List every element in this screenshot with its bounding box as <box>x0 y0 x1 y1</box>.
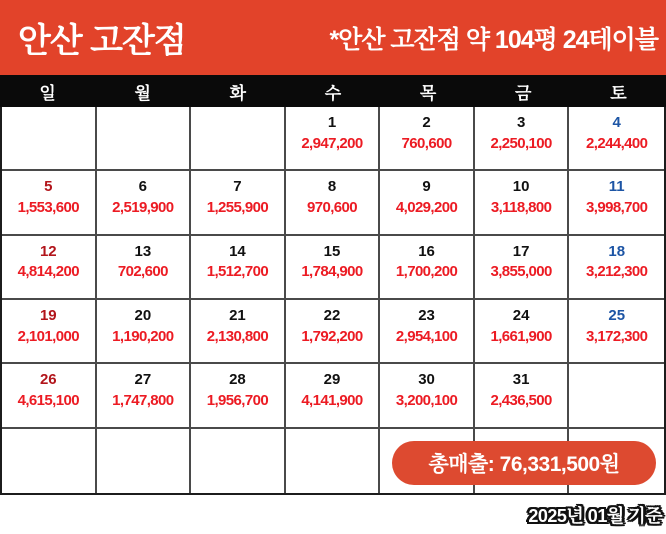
calendar-cell <box>191 171 286 235</box>
weekday-label: 토 <box>610 83 627 103</box>
calendar-cell <box>380 300 475 364</box>
daily-sales-amount: 1,956,700 <box>206 391 269 409</box>
weekday-header-row <box>0 75 666 107</box>
calendar-cell <box>569 364 664 428</box>
calendar-cell <box>475 364 570 428</box>
calendar-cell <box>569 171 664 235</box>
day-number: 30 <box>418 371 435 389</box>
calendar-cell <box>97 107 192 171</box>
day-number: 17 <box>512 242 530 260</box>
day-number: 28 <box>229 371 246 389</box>
calendar-cell <box>475 171 570 235</box>
daily-sales-amount: 3,118,800 <box>490 198 552 216</box>
calendar-cell <box>380 236 475 300</box>
day-number: 4 <box>612 114 621 131</box>
calendar-cell <box>2 364 97 428</box>
day-number: 12 <box>39 242 57 260</box>
daily-sales-amount: 3,212,300 <box>586 263 648 281</box>
calendar-cell <box>191 364 286 428</box>
day-number: 16 <box>418 242 435 260</box>
calendar-cell <box>286 171 381 235</box>
calendar-cell <box>2 171 97 235</box>
daily-sales-amount: 2,519,900 <box>112 198 174 216</box>
daily-sales-amount: 1,553,600 <box>17 198 79 216</box>
calendar-cell <box>286 300 381 364</box>
day-number: 6 <box>138 178 148 196</box>
calendar-cell <box>569 236 664 300</box>
footnote-date-basis: 2025년 01월 기준 <box>528 505 662 526</box>
daily-sales-amount: 1,747,800 <box>112 391 174 409</box>
daily-sales-amount: 2,244,400 <box>586 134 648 152</box>
daily-sales-amount: 1,784,900 <box>301 263 363 281</box>
daily-sales-amount: 1,190,200 <box>112 327 174 345</box>
day-number: 31 <box>512 371 530 389</box>
daily-sales-amount: 4,615,100 <box>17 391 79 409</box>
day-number: 29 <box>323 371 341 389</box>
daily-sales-amount: 2,130,800 <box>206 327 269 345</box>
calendar-cell <box>97 300 192 364</box>
day-number: 21 <box>229 307 246 324</box>
calendar-cell <box>191 300 286 364</box>
calendar-cell <box>380 107 475 171</box>
daily-sales-amount: 4,029,200 <box>395 198 458 216</box>
day-number: 25 <box>608 307 626 324</box>
weekday-label: 수 <box>324 83 342 103</box>
day-number: 23 <box>418 307 435 324</box>
calendar-cell <box>2 107 97 171</box>
daily-sales-amount: 2,947,200 <box>301 134 363 152</box>
calendar-grid <box>0 107 666 495</box>
calendar-cell <box>286 364 381 428</box>
calendar-cell <box>191 107 286 171</box>
daily-sales-amount: 970,600 <box>306 198 357 216</box>
daily-sales-amount: 760,600 <box>401 134 452 152</box>
calendar-cell <box>97 236 192 300</box>
day-number: 1 <box>327 114 337 131</box>
day-number: 5 <box>44 178 53 196</box>
store-title: 안산 고잔점 <box>18 22 186 60</box>
daily-sales-amount: 3,998,700 <box>586 198 648 216</box>
day-number: 26 <box>39 371 57 389</box>
header-banner <box>0 0 666 75</box>
daily-sales-amount: 2,101,000 <box>17 327 79 345</box>
day-number: 13 <box>134 242 152 260</box>
daily-sales-amount: 1,255,900 <box>206 198 269 216</box>
daily-sales-amount: 1,661,900 <box>490 327 552 345</box>
day-number: 9 <box>422 178 431 196</box>
day-number: 20 <box>134 307 152 324</box>
calendar-cell <box>97 364 192 428</box>
weekday-label: 화 <box>229 83 247 103</box>
calendar-cell <box>286 236 381 300</box>
daily-sales-amount: 3,855,000 <box>490 263 552 281</box>
day-number: 10 <box>512 178 530 196</box>
calendar-cell <box>286 107 381 171</box>
day-number: 27 <box>134 371 152 389</box>
day-number: 8 <box>327 178 337 196</box>
daily-sales-amount: 2,954,100 <box>395 327 458 345</box>
day-number: 7 <box>233 178 242 196</box>
weekday-label: 목 <box>419 83 437 103</box>
weekday-label: 월 <box>134 83 151 103</box>
day-number: 22 <box>323 307 341 324</box>
daily-sales-amount: 1,512,700 <box>206 263 269 281</box>
store-subtitle: *안산 고잔점 약 104평 24테이블 <box>329 25 658 54</box>
calendar-cell <box>380 171 475 235</box>
calendar-cell <box>97 429 192 493</box>
daily-sales-amount: 1,792,200 <box>301 327 363 345</box>
calendar-cell <box>569 107 664 171</box>
calendar-cell <box>475 300 570 364</box>
calendar-cell <box>475 236 570 300</box>
day-number: 11 <box>608 178 625 196</box>
weekday-label: 금 <box>515 83 532 103</box>
total-sales-label: 총매출: 76,331,500원 <box>428 453 620 476</box>
day-number: 15 <box>323 242 341 260</box>
calendar-cell <box>191 429 286 493</box>
daily-sales-amount: 2,250,100 <box>490 134 552 152</box>
total-sales-badge <box>392 441 656 485</box>
day-number: 24 <box>512 307 530 324</box>
day-number: 18 <box>608 242 626 260</box>
daily-sales-amount: 702,600 <box>117 263 168 281</box>
weekday-label: 일 <box>39 83 56 103</box>
calendar-cell <box>569 300 664 364</box>
calendar-cell <box>2 429 97 493</box>
calendar-cell <box>380 364 475 428</box>
daily-sales-amount: 1,700,200 <box>395 263 458 281</box>
day-number: 14 <box>229 242 246 260</box>
day-number: 19 <box>39 307 57 324</box>
footer <box>0 495 666 534</box>
daily-sales-amount: 4,814,200 <box>17 263 79 281</box>
calendar-cell <box>286 429 381 493</box>
calendar-cell <box>2 300 97 364</box>
daily-sales-amount: 3,172,300 <box>586 327 648 345</box>
day-number: 2 <box>422 114 431 131</box>
calendar-cell <box>191 236 286 300</box>
daily-sales-amount: 2,436,500 <box>490 391 552 409</box>
daily-sales-amount: 3,200,100 <box>395 391 458 409</box>
calendar-cell <box>475 107 570 171</box>
daily-sales-amount: 4,141,900 <box>301 391 363 409</box>
calendar-cell <box>97 171 192 235</box>
day-number: 3 <box>516 114 526 131</box>
calendar-cell <box>2 236 97 300</box>
